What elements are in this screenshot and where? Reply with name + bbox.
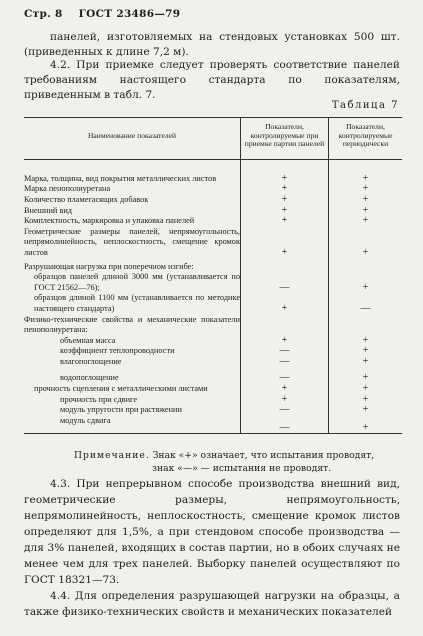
row-indicator-name: Марка, толщина, вид покрытия металлических листов bbox=[24, 173, 217, 183]
column-header-periodic: Показатели, контролируемые периодически bbox=[329, 118, 403, 160]
paragraph-4-2: 4.2. При приемке следует проверять соответствие панелей требованиям настоящего стандарта по показателям, приведенным в табл. 7. bbox=[24, 59, 400, 101]
row-indicator-name: образцов длиной 1100 мм (устанавливается по методике настоящего стандарта) bbox=[34, 293, 240, 313]
periodic-mark bbox=[329, 272, 403, 293]
table-row bbox=[24, 195, 402, 206]
periodic-mark bbox=[329, 367, 403, 384]
table-row bbox=[24, 346, 402, 357]
mark-symbol: — bbox=[279, 345, 290, 357]
note-line-1: Знак «+» означает, что испытания проводят, bbox=[152, 450, 375, 461]
mark-symbol: + bbox=[362, 345, 369, 357]
table-row bbox=[24, 206, 402, 217]
mark-symbol: + bbox=[362, 334, 369, 346]
mark-symbol: + bbox=[281, 183, 288, 195]
mark-symbol: + bbox=[362, 172, 369, 184]
table-row bbox=[24, 159, 402, 184]
table-row bbox=[24, 384, 402, 395]
row-indicator-name: прочность при сдвиге bbox=[60, 394, 137, 404]
acceptance-mark bbox=[241, 405, 329, 416]
table-row bbox=[24, 216, 402, 227]
periodic-mark bbox=[329, 405, 403, 416]
mark-symbol: + bbox=[362, 204, 369, 216]
acceptance-mark bbox=[241, 259, 329, 273]
mark-symbol: + bbox=[281, 193, 288, 205]
acceptance-mark bbox=[241, 367, 329, 384]
periodic-mark bbox=[329, 227, 403, 259]
acceptance-mark bbox=[241, 272, 329, 293]
acceptance-mark bbox=[241, 293, 329, 314]
acceptance-table bbox=[24, 117, 402, 434]
table-row bbox=[24, 315, 402, 336]
table-note bbox=[74, 450, 374, 475]
table-row bbox=[24, 367, 402, 384]
table-row bbox=[24, 395, 402, 406]
mark-symbol: + bbox=[281, 204, 288, 216]
mark-symbol: + bbox=[281, 215, 288, 227]
table-header-row bbox=[24, 118, 402, 160]
acceptance-mark bbox=[241, 315, 329, 336]
periodic-mark bbox=[329, 416, 403, 434]
mark-symbol: + bbox=[362, 393, 369, 405]
mark-symbol: + bbox=[362, 193, 369, 205]
row-indicator-name: Марка пенополиуретана bbox=[24, 184, 111, 194]
note-label: Примечание. bbox=[74, 450, 150, 461]
row-indicator-name: образцов панелей длиной 3000 мм (устанавливается по ГОСТ 21562—76); bbox=[34, 272, 240, 292]
periodic-mark bbox=[329, 315, 403, 336]
row-indicator-name: водопоглощение bbox=[60, 373, 119, 383]
acceptance-mark bbox=[241, 416, 329, 434]
paragraph-continued: панелей, изготовляемых на стендовых установках 500 шт. (приведенных к длине 7,2 м). bbox=[24, 31, 400, 58]
acceptance-mark bbox=[241, 357, 329, 368]
note-line-2: знак «—» — испытания не проводят. bbox=[152, 462, 332, 474]
periodic-mark bbox=[329, 216, 403, 227]
mark-symbol: + bbox=[362, 281, 369, 293]
mark-symbol: — bbox=[279, 355, 290, 367]
acceptance-mark bbox=[241, 216, 329, 227]
mark-symbol: — bbox=[279, 372, 290, 384]
mark-symbol: + bbox=[362, 421, 369, 433]
paragraph-4-3: 4.3. При непрерывном способе производства внешний вид, геометрические размеры, непрямоугольность, непрямолинейность, неплоскостность, смещение кромок листов определяют для 1,5%, а при стендовом способе производства — для 3% панелей, входящих в состав партии, но в обоих случаях не менее чем для трех панелей. Выборку панелей осуществляют по ГОСТ 18321—73. bbox=[24, 478, 400, 586]
row-indicator-name: Физико-технические свойства и механические показатели пенополиуретана: bbox=[24, 314, 240, 335]
mark-symbol: + bbox=[281, 172, 288, 184]
table-caption: Таблица 7 bbox=[331, 100, 399, 111]
mark-symbol: + bbox=[281, 393, 288, 405]
mark-symbol: + bbox=[362, 372, 369, 384]
table-row bbox=[24, 227, 402, 259]
table-row bbox=[24, 259, 402, 273]
row-indicator-name: Геометрические размеры панелей, непрямоугольность, непрямолинейность, неплоскостность, смещение кромок листов bbox=[24, 226, 240, 257]
periodic-mark bbox=[329, 159, 403, 184]
paragraph-4-4: 4.4. Для определения разрушающей нагрузки на образцы, а также физико-технических свойств и механических показателей bbox=[24, 590, 400, 618]
periodic-mark bbox=[329, 293, 403, 314]
row-indicator-name: Комплектность, маркировка и упаковка панелей bbox=[24, 216, 195, 226]
row-indicator-name: объемная масса bbox=[60, 335, 116, 345]
table-row bbox=[24, 272, 402, 293]
periodic-mark bbox=[329, 357, 403, 368]
page-number: Стр. 8 bbox=[24, 8, 63, 20]
row-indicator-name: коэффициент теплопроводности bbox=[60, 346, 175, 356]
row-indicator-name: Разрушающая нагрузка при поперечном изгибе: bbox=[24, 261, 194, 271]
mark-symbol: — bbox=[279, 421, 290, 433]
row-indicator-name: Внешний вид bbox=[24, 205, 73, 215]
row-indicator-name: прочность сцепления с металлическими листами bbox=[34, 384, 208, 394]
mark-symbol: — bbox=[279, 404, 290, 416]
mark-symbol: + bbox=[281, 302, 288, 314]
standard-code: ГОСТ 23486—79 bbox=[78, 8, 181, 20]
column-header-name: Наименование показателей bbox=[24, 118, 241, 160]
mark-symbol: + bbox=[362, 183, 369, 195]
mark-symbol: + bbox=[362, 404, 369, 416]
acceptance-mark bbox=[241, 159, 329, 184]
table-row bbox=[24, 184, 402, 195]
mark-symbol: — bbox=[360, 302, 371, 314]
mark-symbol: + bbox=[281, 334, 288, 346]
row-indicator-name: влагопоглощение bbox=[60, 356, 122, 366]
row-indicator-name: модуль упругости при растяжении bbox=[60, 405, 182, 415]
row-indicator-name: Количество пламегасящих добавок bbox=[24, 194, 149, 204]
table-row bbox=[24, 357, 402, 368]
mark-symbol: — bbox=[279, 281, 290, 293]
table-row bbox=[24, 416, 402, 434]
mark-symbol: + bbox=[362, 215, 369, 227]
page-header bbox=[24, 8, 180, 20]
column-header-acceptance: Показатели, контролируемые при приемке партии панелей bbox=[241, 118, 329, 160]
table-row bbox=[24, 293, 402, 314]
acceptance-mark bbox=[241, 227, 329, 259]
row-indicator-name: модуль сдвига bbox=[24, 416, 241, 434]
mark-symbol: + bbox=[281, 383, 288, 395]
mark-symbol: + bbox=[362, 383, 369, 395]
table-row bbox=[24, 405, 402, 416]
mark-symbol: + bbox=[362, 355, 369, 367]
table-row bbox=[24, 336, 402, 347]
mark-symbol: + bbox=[281, 246, 288, 258]
periodic-mark bbox=[329, 259, 403, 273]
mark-symbol: + bbox=[362, 246, 369, 258]
